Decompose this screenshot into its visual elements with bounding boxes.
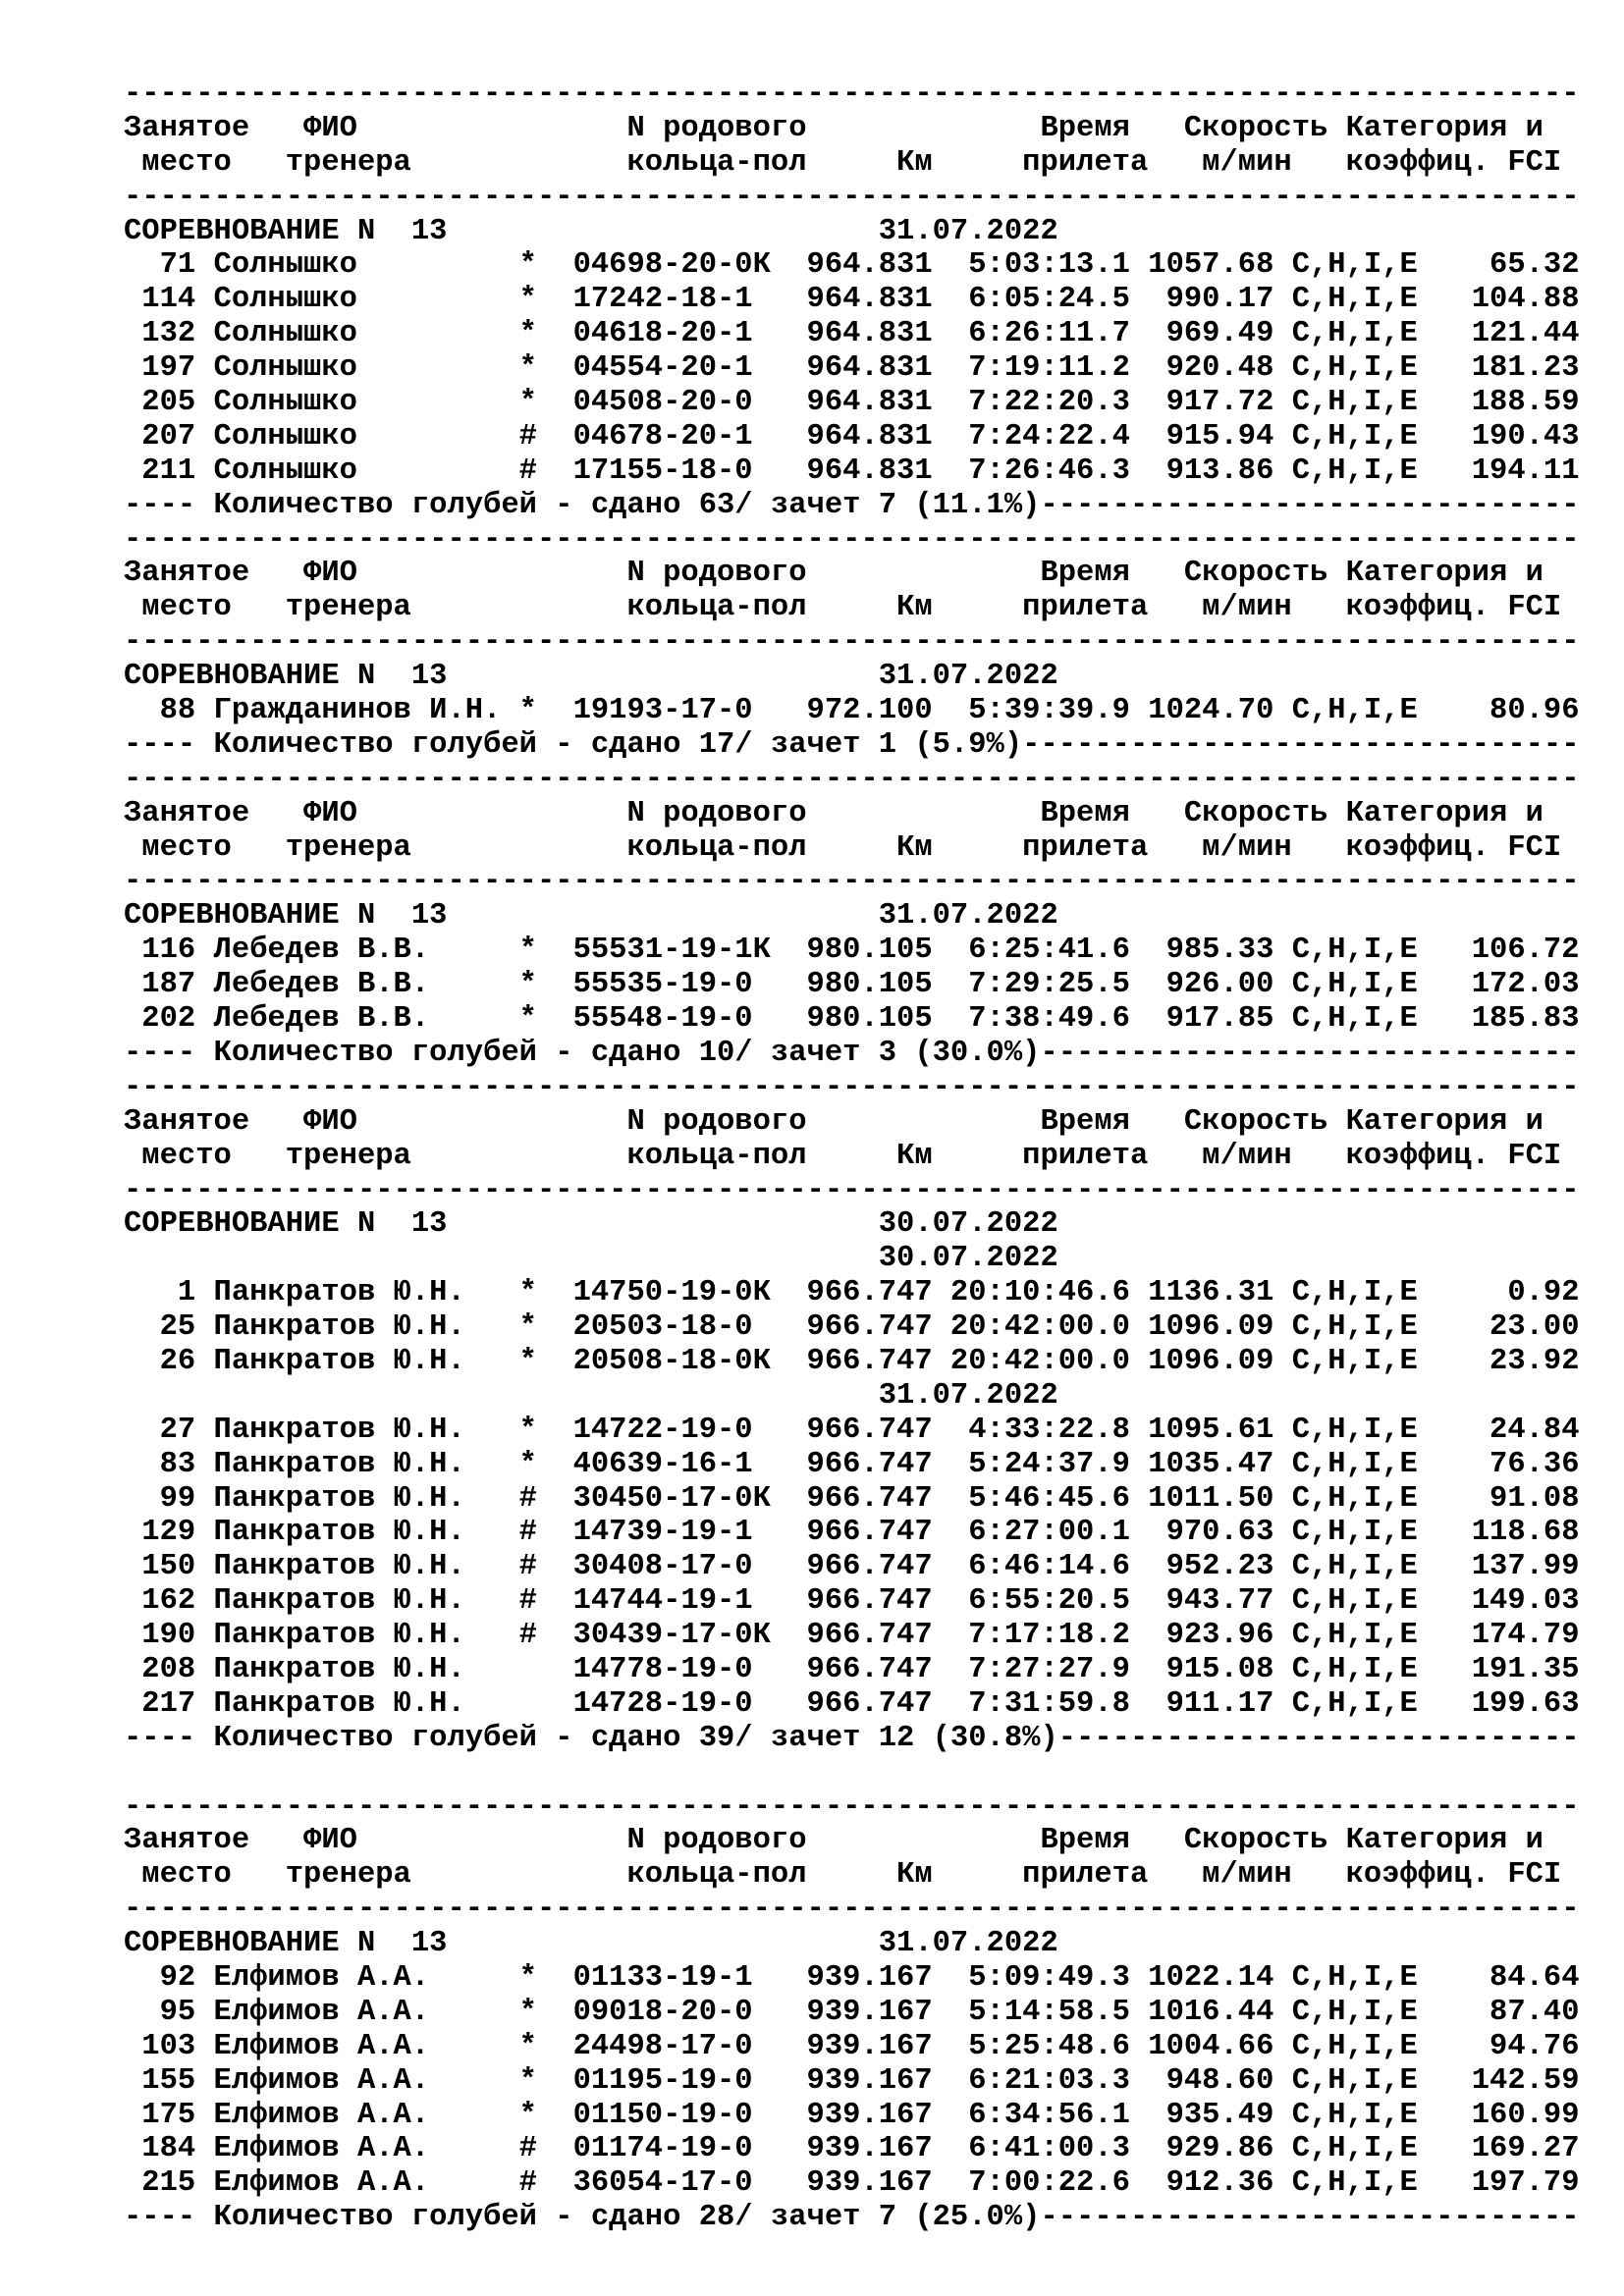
result-row: 116 Лебедев В.В. * 55531-19-1К 980.105 6:25:41.6 985.33 C,H,I,E 106.72: [124, 934, 1580, 968]
spacer: [124, 1756, 1580, 1790]
result-row: 208 Панкратов Ю.Н. 14778-19-0 966.747 7:27:27.9 915.08 C,H,I,E 191.35: [124, 1652, 1580, 1686]
date-line: 30.07.2022: [124, 1242, 1058, 1276]
result-row: 129 Панкратов Ю.Н. # 14739-19-1 966.747 6:27:00.1 970.63 C,H,I,E 118.68: [124, 1516, 1580, 1550]
result-row: 92 Елфимов А.А. * 01133-19-1 939.167 5:09:49.3 1022.14 C,H,I,E 84.64: [124, 1960, 1580, 1995]
result-row: 202 Лебедев В.В. * 55548-19-0 980.105 7:38:49.6 917.85 C,H,I,E 185.83: [124, 1002, 1580, 1037]
result-row: 217 Панкратов Ю.Н. 14728-19-0 966.747 7:31:59.8 911.17 C,H,I,E 199.63: [124, 1686, 1580, 1721]
section-summary-line: ---- Количество голубей - сдано 39/ зачет 12 (30.8%)-----------------------------: [124, 1721, 1580, 1755]
separator-line: ---------------------------------------------------------------------------------: [124, 522, 1580, 557]
column-header-line-2: место тренера кольца-пол Км прилета м/мин коэффиц. FCI: [124, 1139, 1562, 1173]
separator-line: ---------------------------------------------------------------------------------: [124, 1070, 1580, 1104]
result-row: 25 Панкратов Ю.Н. * 20503-18-0 966.747 20:42:00.0 1096.09 C,H,I,E 23.00: [124, 1310, 1580, 1345]
result-row: 211 Солнышко # 17155-18-0 964.831 7:26:46.3 913.86 C,H,I,E 194.11: [124, 454, 1580, 488]
results-document: [124, 78, 1580, 2235]
competition-title-line: СОРЕВНОВАНИЕ N 13 31.07.2022: [124, 660, 1058, 694]
result-row: 175 Елфимов А.А. * 01150-19-0 939.167 6:34:56.1 935.49 C,H,I,E 160.99: [124, 2098, 1580, 2132]
column-header-line-2: место тренера кольца-пол Км прилета м/мин коэффиц. FCI: [124, 1858, 1562, 1893]
result-row: 1 Панкратов Ю.Н. * 14750-19-0К 966.747 20:10:46.6 1136.31 C,H,I,E 0.92: [124, 1276, 1580, 1310]
result-row: 184 Елфимов А.А. # 01174-19-0 939.167 6:41:00.3 929.86 C,H,I,E 169.27: [124, 2132, 1580, 2166]
separator-line: ---------------------------------------------------------------------------------: [124, 78, 1580, 111]
column-header-line-1: Занятое ФИО N родового Время Скорость Категория и: [124, 557, 1543, 591]
competition-title-line: СОРЕВНОВАНИЕ N 13 31.07.2022: [124, 899, 1058, 934]
result-row: 162 Панкратов Ю.Н. # 14744-19-1 966.747 6:55:20.5 943.77 C,H,I,E 149.03: [124, 1584, 1580, 1619]
result-row: 26 Панкратов Ю.Н. * 20508-18-0К 966.747 20:42:00.0 1096.09 C,H,I,E 23.92: [124, 1344, 1580, 1378]
competition-title-line: СОРЕВНОВАНИЕ N 13 31.07.2022: [124, 1927, 1058, 1961]
result-row: 83 Панкратов Ю.Н. * 40639-16-1 966.747 5:24:37.9 1035.47 C,H,I,E 76.36: [124, 1447, 1580, 1481]
separator-line: ---------------------------------------------------------------------------------: [124, 625, 1580, 660]
section-summary-line: ---- Количество голубей - сдано 28/ зачет 7 (25.0%)------------------------------: [124, 2201, 1580, 2235]
competition-title-line: СОРЕВНОВАНИЕ N 13 30.07.2022: [124, 1207, 1058, 1242]
separator-line: ---------------------------------------------------------------------------------: [124, 1789, 1580, 1824]
column-header-line-1: Занятое ФИО N родового Время Скорость Категория и: [124, 111, 1543, 145]
section-summary-line: ---- Количество голубей - сдано 17/ зачет 1 (5.9%)-------------------------------: [124, 727, 1580, 762]
result-row: 99 Панкратов Ю.Н. # 30450-17-0К 966.747 5:46:45.6 1011.50 C,H,I,E 91.08: [124, 1481, 1580, 1516]
result-row: 187 Лебедев В.В. * 55535-19-0 980.105 7:29:25.5 926.00 C,H,I,E 172.03: [124, 968, 1580, 1002]
result-row: 197 Солнышко * 04554-20-1 964.831 7:19:11.2 920.48 C,H,I,E 181.23: [124, 351, 1580, 386]
column-header-line-2: место тренера кольца-пол Км прилета м/мин коэффиц. FCI: [124, 591, 1562, 625]
section-summary-line: ---- Количество голубей - сдано 10/ зачет 3 (30.0%)------------------------------: [124, 1036, 1580, 1070]
date-line: 31.07.2022: [124, 1378, 1058, 1413]
result-row: 205 Солнышко * 04508-20-0 964.831 7:22:20.3 917.72 C,H,I,E 188.59: [124, 386, 1580, 420]
column-header-line-1: Занятое ФИО N родового Время Скорость Категория и: [124, 796, 1543, 830]
result-row: 155 Елфимов А.А. * 01195-19-0 939.167 6:21:03.3 948.60 C,H,I,E 142.59: [124, 2063, 1580, 2098]
result-row: 95 Елфимов А.А. * 09018-20-0 939.167 5:14:58.5 1016.44 C,H,I,E 87.40: [124, 1995, 1580, 2029]
result-row: 103 Елфимов А.А. * 24498-17-0 939.167 5:25:48.6 1004.66 C,H,I,E 94.76: [124, 2029, 1580, 2063]
column-header-line-1: Занятое ФИО N родового Время Скорость Категория и: [124, 1104, 1543, 1139]
competition-title-line: СОРЕВНОВАНИЕ N 13 31.07.2022: [124, 214, 1058, 248]
result-row: 132 Солнышко * 04618-20-1 964.831 6:26:11.7 969.49 C,H,I,E 121.44: [124, 317, 1580, 351]
result-row: 88 Гражданинов И.Н. * 19193-17-0 972.100 5:39:39.9 1024.70 C,H,I,E 80.96: [124, 694, 1580, 728]
column-header-line-2: место тренера кольца-пол Км прилета м/мин коэффиц. FCI: [124, 145, 1562, 180]
result-row: 114 Солнышко * 17242-18-1 964.831 6:05:24.5 990.17 C,H,I,E 104.88: [124, 283, 1580, 317]
result-row: 150 Панкратов Ю.Н. # 30408-17-0 966.747 6:46:14.6 952.23 C,H,I,E 137.99: [124, 1550, 1580, 1584]
section-summary-line: ---- Количество голубей - сдано 63/ зачет 7 (11.1%)------------------------------: [124, 488, 1580, 522]
result-row: 71 Солнышко * 04698-20-0К 964.831 5:03:13.1 1057.68 C,H,I,E 65.32: [124, 248, 1580, 283]
result-row: 27 Панкратов Ю.Н. * 14722-19-0 966.747 4:33:22.8 1095.61 C,H,I,E 24.84: [124, 1413, 1580, 1447]
separator-line: ---------------------------------------------------------------------------------: [124, 865, 1580, 899]
result-row: 215 Елфимов А.А. # 36054-17-0 939.167 7:00:22.6 912.36 C,H,I,E 197.79: [124, 2166, 1580, 2201]
separator-line: ---------------------------------------------------------------------------------: [124, 180, 1580, 214]
separator-line: ---------------------------------------------------------------------------------: [124, 1173, 1580, 1207]
column-header-line-1: Занятое ФИО N родового Время Скорость Категория и: [124, 1824, 1543, 1858]
separator-line: ---------------------------------------------------------------------------------: [124, 1893, 1580, 1927]
separator-line: ---------------------------------------------------------------------------------: [124, 762, 1580, 796]
result-row: 207 Солнышко # 04678-20-1 964.831 7:24:22.4 915.94 C,H,I,E 190.43: [124, 419, 1580, 454]
column-header-line-2: место тренера кольца-пол Км прилета м/мин коэффиц. FCI: [124, 830, 1562, 865]
result-row: 190 Панкратов Ю.Н. # 30439-17-0К 966.747 7:17:18.2 923.96 C,H,I,E 174.79: [124, 1619, 1580, 1653]
